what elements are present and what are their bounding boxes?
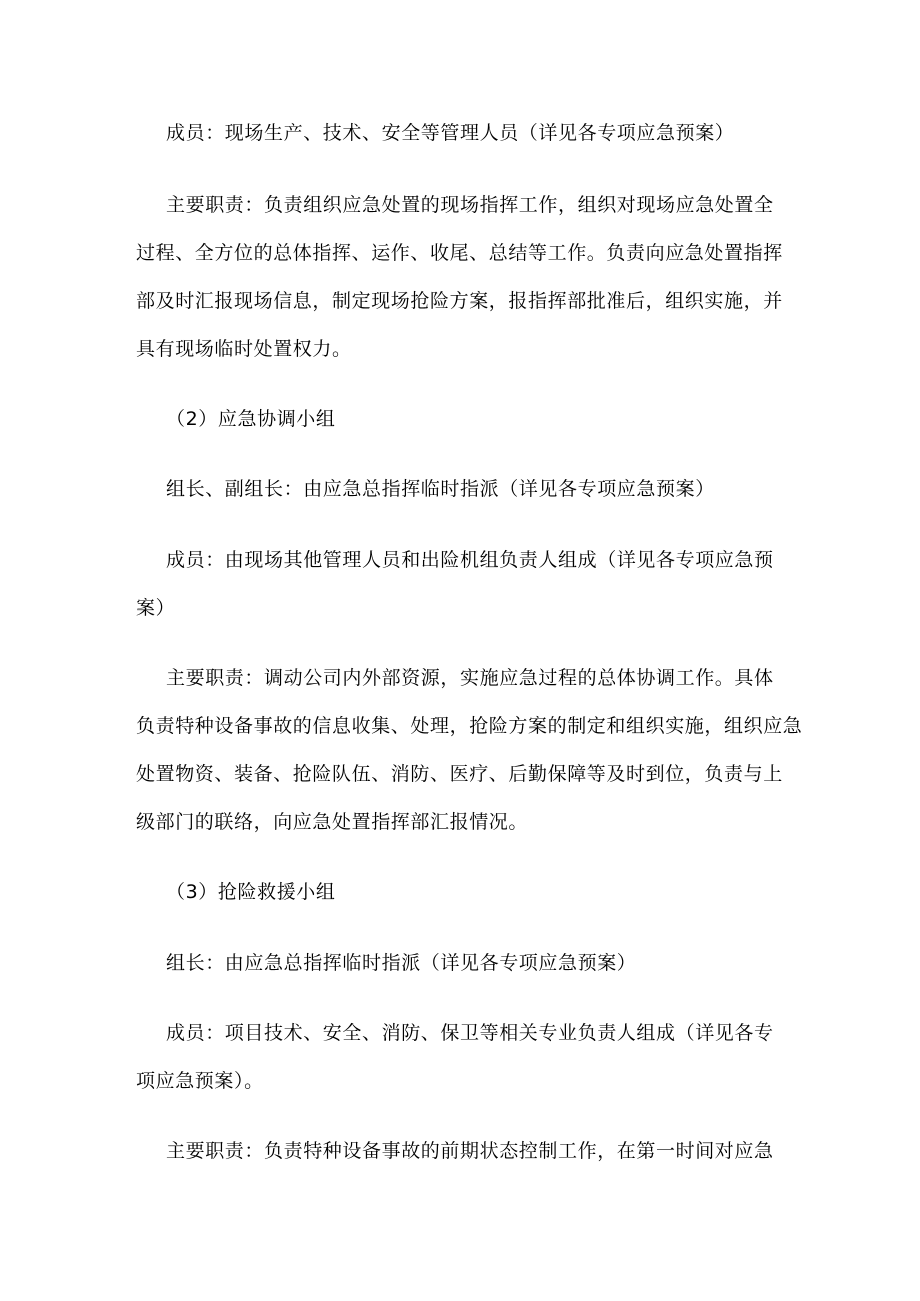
paragraph-members-2-line-2: 案） <box>136 597 176 619</box>
paragraph-leader-2: 组长、副组长：由应急总指挥临时指派（详见各专项应急预案） <box>166 478 715 500</box>
section-heading-2: （2）应急协调小组 <box>166 408 336 430</box>
paragraph-duties-1-line-4: 具有现场临时处置权力。 <box>136 338 352 360</box>
paragraph-leader-3: 组长：由应急总指挥临时指派（详见各专项应急预案） <box>166 952 637 974</box>
paragraph-duties-2-line-2: 负责特种设备事故的信息收集、处理，抢险方案的制定和组织实施，组织应急 <box>136 715 803 737</box>
paragraph-members-2-line-1: 成员：由现场其他管理人员和出险机组负责人组成（详见各专项应急预 <box>166 549 774 571</box>
paragraph-duties-2-line-1: 主要职责：调动公司内外部资源，实施应急过程的总体协调工作。具体 <box>166 667 774 689</box>
paragraph-members-1: 成员：现场生产、技术、安全等管理人员（详见各专项应急预案） <box>166 122 735 144</box>
paragraph-duties-2-line-4: 级部门的联络，向应急处置指挥部汇报情况。 <box>136 811 529 833</box>
paragraph-duties-3-line-1: 主要职责：负责特种设备事故的前期状态控制工作，在第一时间对应急 <box>166 1140 774 1162</box>
paragraph-duties-1-line-2: 过程、全方位的总体指挥、运作、收尾、总结等工作。负责向应急处置指挥 <box>136 242 783 264</box>
section-heading-3: （3）抢险救援小组 <box>166 881 336 903</box>
paragraph-duties-1-line-3: 部及时汇报现场信息，制定现场抢险方案，报指挥部批准后，组织实施，并 <box>136 290 783 312</box>
paragraph-duties-1-line-1: 主要职责：负责组织应急处置的现场指挥工作，组织对现场应急处置全 <box>166 194 774 216</box>
paragraph-duties-2-line-3: 处置物资、装备、抢险队伍、消防、医疗、后勤保障等及时到位，负责与上 <box>136 763 783 785</box>
paragraph-members-3-line-1: 成员：项目技术、安全、消防、保卫等相关专业负责人组成（详见各专 <box>166 1022 774 1044</box>
paragraph-members-3-line-2: 项应急预案）。 <box>136 1070 264 1092</box>
